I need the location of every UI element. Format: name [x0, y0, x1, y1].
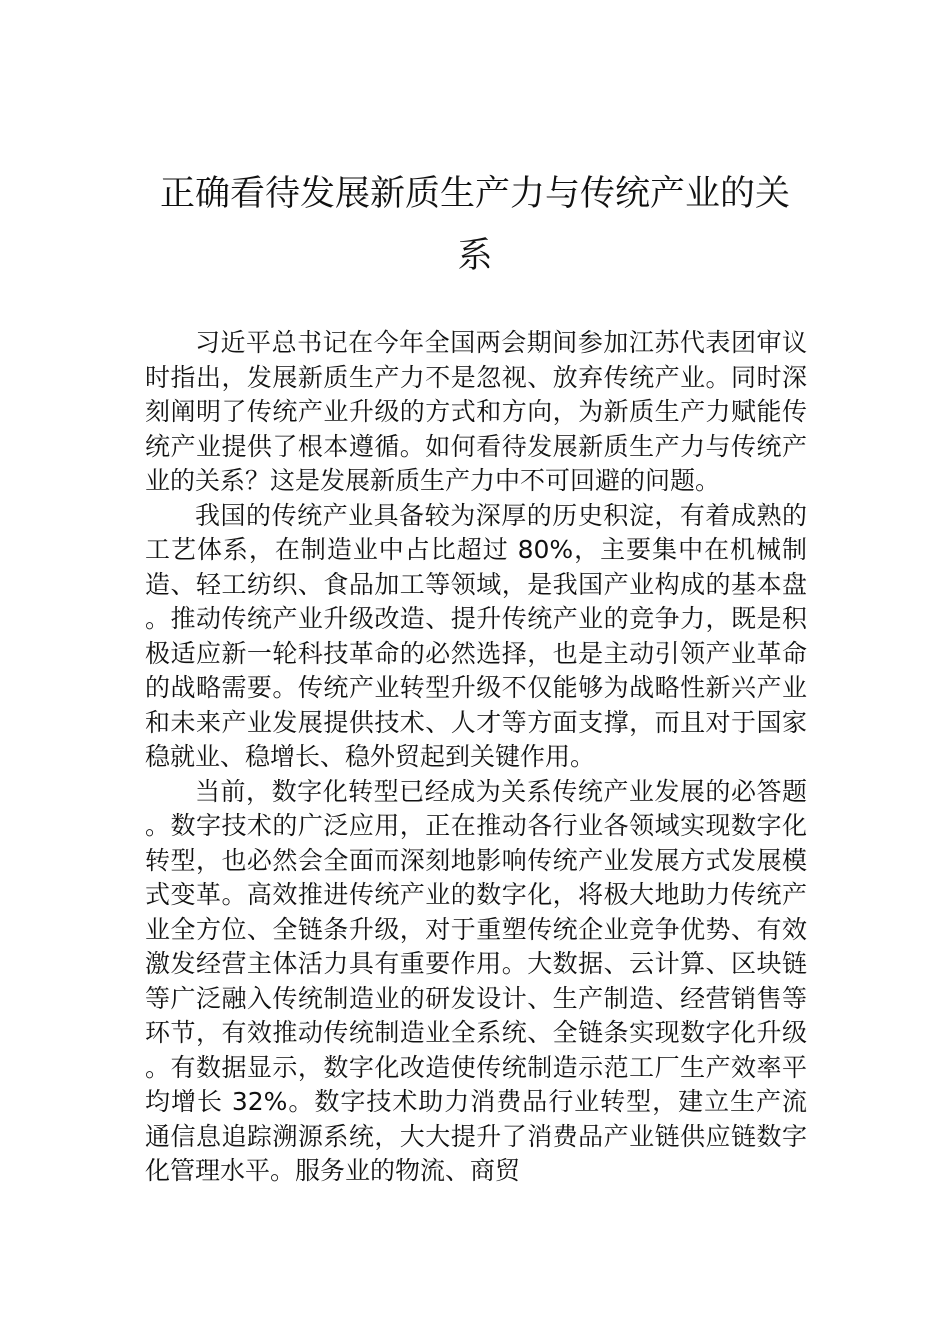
paragraph-3: 当前，数字化转型已经成为关系传统产业发展的必答题。数字技术的广泛应用，正在推动各行业各领域实现数字化转型，也必然会全面而深刻地影响传统产业发展方式发展模式变革。高效推进传统产业的数字化，将极大地助力传统产业全方位、全链条升级，对于重塑传统企业竞争优势、有效激发经营主体活力具有重要作用。大数据、云计算、区块链等广泛融入传统制造业的研发设计、生产制造、经营销售等环节，有效推动传统制造业全系统、全链条实现数字化升级。有数据显示，数字化改造使传统制造示范工厂生产效率平均增长 32%。数字技术助力消费品行业转型，建立生产流通信息追踪溯源系统，大大提升了消费品产业链供应链数字化管理水平。服务业的物流、商贸 — [145, 776, 807, 1185]
document-body — [145, 326, 807, 1189]
document-title: 正确看待发展新质生产力与传统产业的关系 — [159, 174, 790, 276]
paragraph-1: 习近平总书记在今年全国两会期间参加江苏代表团审议时指出，发展新质生产力不是忽视、放弃传统产业。同时深刻阐明了传统产业升级的方式和方向，为新质生产力赋能传统产业提供了根本遵循。如何看待发展新质生产力与传统产业的关系？这是发展新质生产力中不可回避的问题。 — [145, 328, 807, 495]
paragraph-2: 我国的传统产业具备较为深厚的历史积淀，有着成熟的工艺体系，在制造业中占比超过 80%，主要集中在机械制造、轻工纺织、食品加工等领域，是我国产业构成的基本盘。推动传统产业升级改造、提升传统产业的竞争力，既是积极适应新一轮科技革命的必然选择，也是主动引领产业革命的战略需要。传统产业转型升级不仅能够为战略性新兴产业和未来产业发展提供技术、人才等方面支撑，而且对于国家稳就业、稳增长、稳外贸起到关键作用。 — [145, 500, 807, 771]
